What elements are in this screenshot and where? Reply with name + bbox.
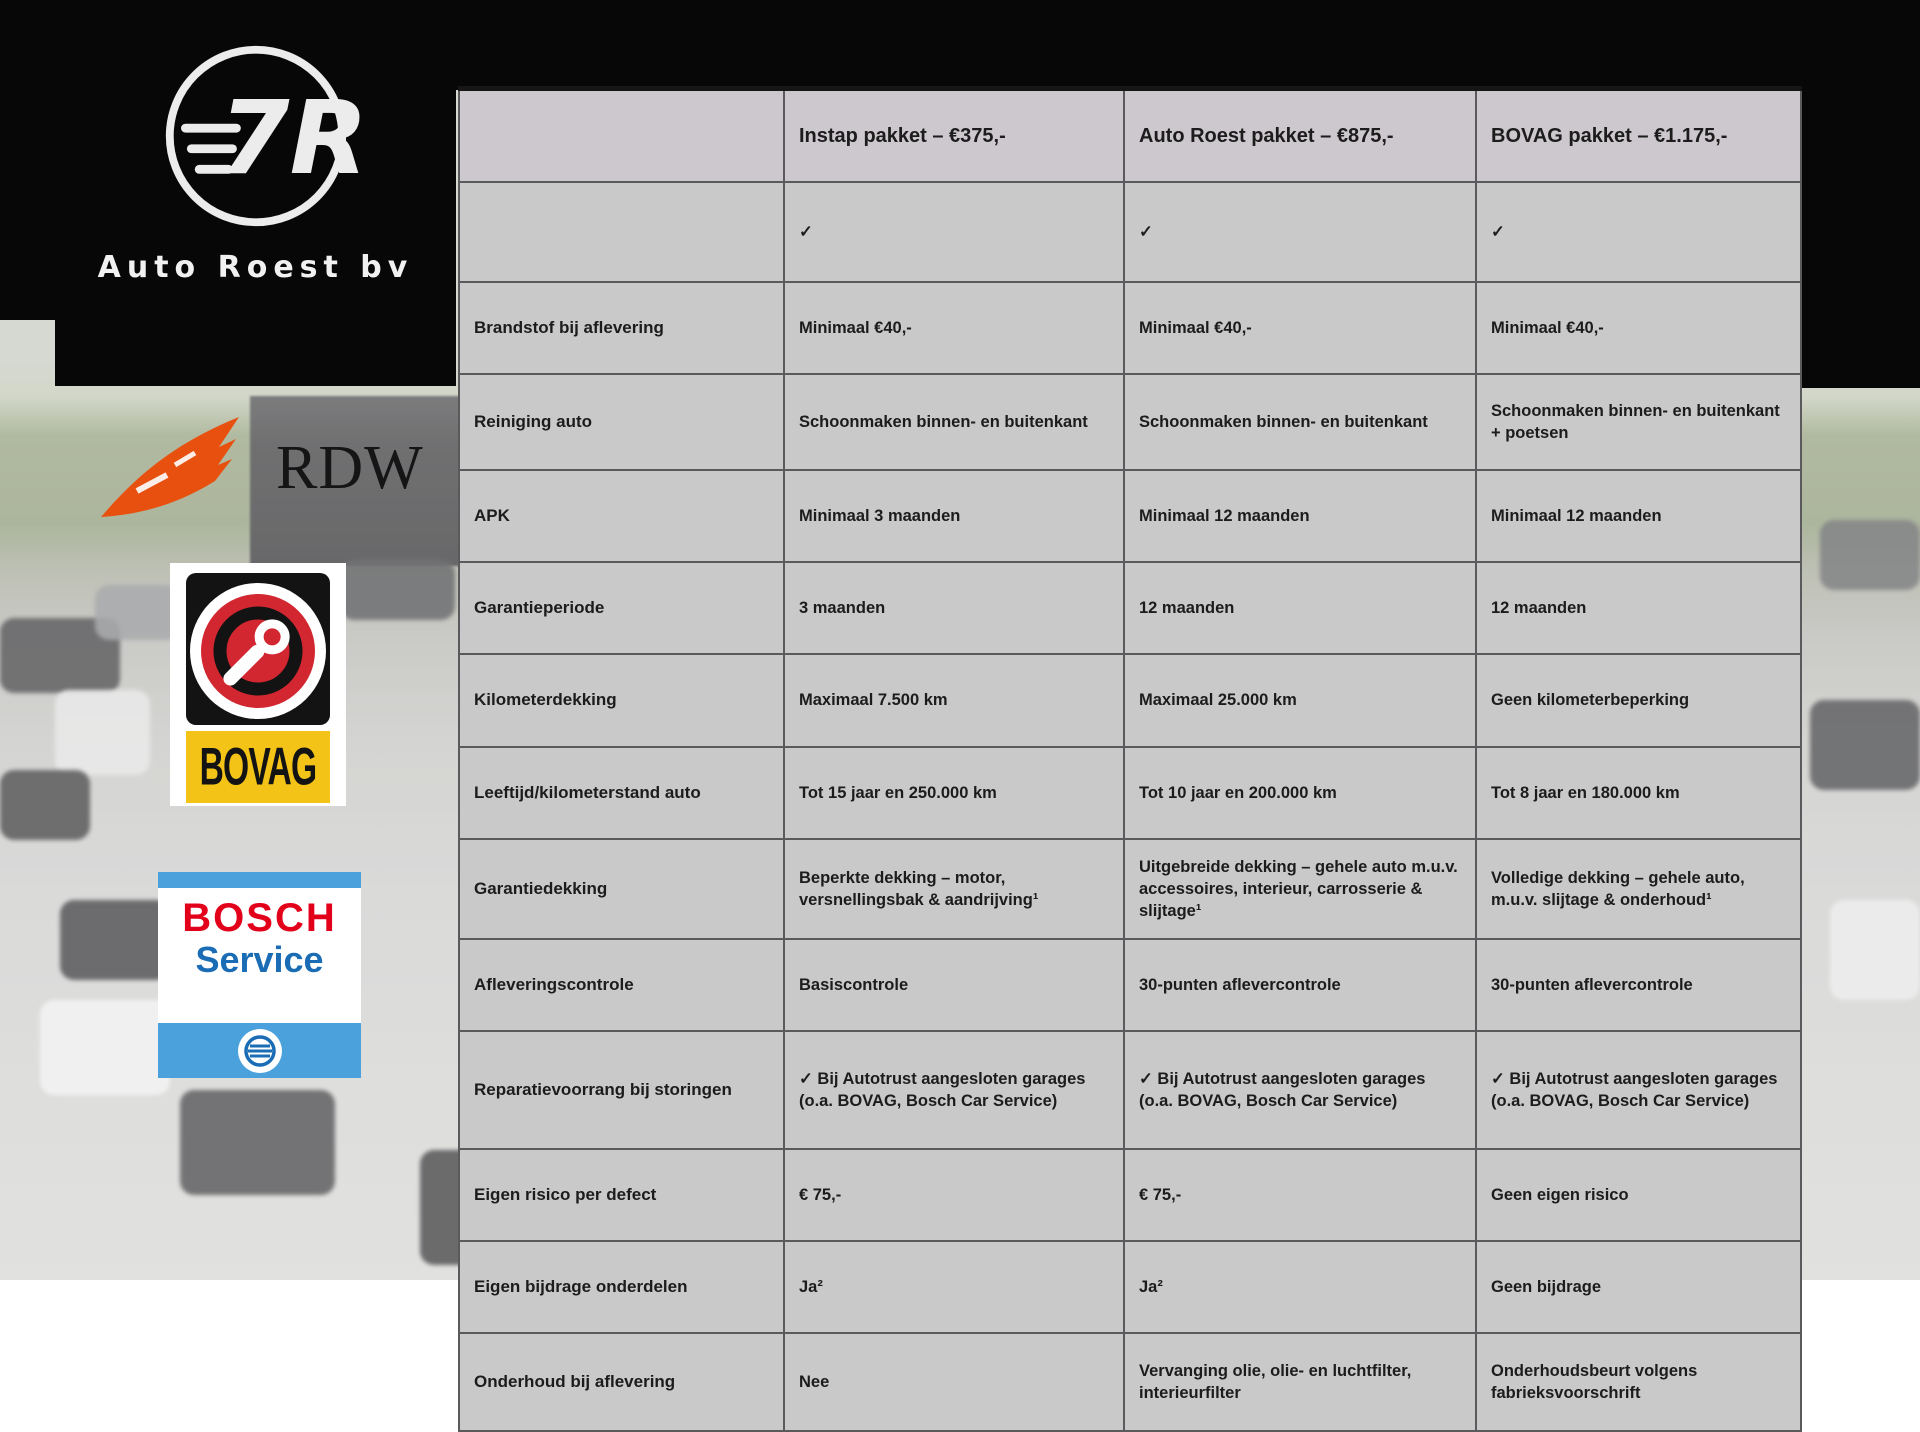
bovag-emblem-icon [170, 563, 346, 733]
cell-auto-roest: € 75,- [1124, 1149, 1476, 1241]
column-header-empty [459, 89, 784, 183]
cell-instap: 3 maanden [784, 562, 1124, 654]
table-header-row [459, 89, 1801, 183]
cell-auto-roest: Minimaal 12 maanden [1124, 470, 1476, 562]
bovag-wordmark: BOVAG [199, 737, 317, 796]
rdw-logo [72, 412, 424, 524]
table-row [459, 562, 1801, 654]
rdw-wordmark: RDW [276, 434, 424, 502]
cell-bovag: ✓ [1476, 182, 1801, 282]
row-label: APK [459, 470, 784, 562]
row-label: Reiniging auto [459, 374, 784, 470]
bovag-band [186, 731, 330, 803]
cell-auto-roest: 30-punten aflevercontrole [1124, 939, 1476, 1031]
table-row [459, 182, 1801, 282]
cell-auto-roest: Maximaal 25.000 km [1124, 654, 1476, 747]
cell-instap: Basiscontrole [784, 939, 1124, 1031]
cell-auto-roest: Tot 10 jaar en 200.000 km [1124, 747, 1476, 839]
cell-instap: Maximaal 7.500 km [784, 654, 1124, 747]
cell-instap: Tot 15 jaar en 250.000 km [784, 747, 1124, 839]
cell-instap: Minimaal 3 maanden [784, 470, 1124, 562]
table-row [459, 1149, 1801, 1241]
bosch-top-bar [158, 872, 361, 888]
row-label: Reparatievoorrang bij storingen [459, 1031, 784, 1149]
left-black-strip [0, 0, 56, 320]
cell-bovag: 12 maanden [1476, 562, 1801, 654]
cell-auto-roest: Vervanging olie, olie- en luchtfilter, interieurfilter [1124, 1333, 1476, 1431]
cell-auto-roest: Uitgebreide dekking – gehele auto m.u.v. accessoires, interieur, carrosserie & slijtage¹ [1124, 839, 1476, 939]
cell-instap: ✓ Bij Autotrust aangesloten garages (o.a. BOVAG, Bosch Car Service) [784, 1031, 1124, 1149]
table-row [459, 839, 1801, 939]
cell-bovag: Geen bijdrage [1476, 1241, 1801, 1333]
cell-auto-roest: ✓ [1124, 182, 1476, 282]
row-label: Eigen bijdrage onderdelen [459, 1241, 784, 1333]
auto-roest-logo-icon [158, 38, 368, 234]
cell-instap: Beperkte dekking – motor, versnellingsbak & aandrijving¹ [784, 839, 1124, 939]
table-row [459, 1333, 1801, 1431]
column-header-instap: Instap pakket – €375,- [784, 89, 1124, 183]
table-row [459, 1031, 1801, 1149]
comparison-table [458, 86, 1802, 1432]
row-label: Eigen risico per defect [459, 1149, 784, 1241]
column-header-auto-roest: Auto Roest pakket – €875,- [1124, 89, 1476, 183]
cell-bovag: Volledige dekking – gehele auto, m.u.v. slijtage & onderhoud¹ [1476, 839, 1801, 939]
bosch-symbol-icon [238, 1029, 282, 1073]
cell-instap: Nee [784, 1333, 1124, 1431]
cell-bovag: Minimaal €40,- [1476, 282, 1801, 374]
row-label: Leeftijd/kilometerstand auto [459, 747, 784, 839]
cell-bovag: Minimaal 12 maanden [1476, 470, 1801, 562]
bosch-bottom-bar [158, 1023, 361, 1078]
table-row [459, 282, 1801, 374]
table-row [459, 1241, 1801, 1333]
auto-roest-logo-box [55, 8, 456, 386]
cell-auto-roest: Schoonmaken binnen- en buitenkant [1124, 374, 1476, 470]
cell-auto-roest: ✓ Bij Autotrust aangesloten garages (o.a. BOVAG, Bosch Car Service) [1124, 1031, 1476, 1149]
cell-bovag: Geen eigen risico [1476, 1149, 1801, 1241]
cell-auto-roest: 12 maanden [1124, 562, 1476, 654]
row-label [459, 182, 784, 282]
table-row [459, 747, 1801, 839]
table-row [459, 374, 1801, 470]
cell-bovag: ✓ Bij Autotrust aangesloten garages (o.a. BOVAG, Bosch Car Service) [1476, 1031, 1801, 1149]
rdw-flame-icon [72, 413, 272, 523]
company-name: Auto Roest bv [97, 250, 414, 285]
row-label: Garantieperiode [459, 562, 784, 654]
row-label: Kilometerdekking [459, 654, 784, 747]
column-header-bovag: BOVAG pakket – €1.175,- [1476, 89, 1801, 183]
row-label: Onderhoud bij aflevering [459, 1333, 784, 1431]
bosch-service-logo [158, 872, 361, 1078]
bosch-wordmark: BOSCH [182, 896, 337, 940]
cell-bovag: Tot 8 jaar en 180.000 km [1476, 747, 1801, 839]
table-row [459, 654, 1801, 747]
table-row [459, 939, 1801, 1031]
cell-instap: Schoonmaken binnen- en buitenkant [784, 374, 1124, 470]
bovag-logo [170, 563, 346, 806]
cell-instap: Minimaal €40,- [784, 282, 1124, 374]
cell-instap: ✓ [784, 182, 1124, 282]
cell-instap: € 75,- [784, 1149, 1124, 1241]
cell-bovag: Schoonmaken binnen- en buitenkant + poetsen [1476, 374, 1801, 470]
cell-instap: Ja² [784, 1241, 1124, 1333]
cell-auto-roest: Minimaal €40,- [1124, 282, 1476, 374]
row-label: Afleveringscontrole [459, 939, 784, 1031]
svg-text:7R: 7R [218, 79, 368, 199]
row-label: Garantiedekking [459, 839, 784, 939]
row-label: Brandstof bij aflevering [459, 282, 784, 374]
cell-auto-roest: Ja² [1124, 1241, 1476, 1333]
bosch-service-wordmark: Service [195, 939, 324, 980]
table-row [459, 470, 1801, 562]
right-black-panel [1796, 0, 1920, 388]
cell-bovag: Onderhoudsbeurt volgens fabrieksvoorschrift [1476, 1333, 1801, 1431]
cell-bovag: 30-punten aflevercontrole [1476, 939, 1801, 1031]
cell-bovag: Geen kilometerbeperking [1476, 654, 1801, 747]
